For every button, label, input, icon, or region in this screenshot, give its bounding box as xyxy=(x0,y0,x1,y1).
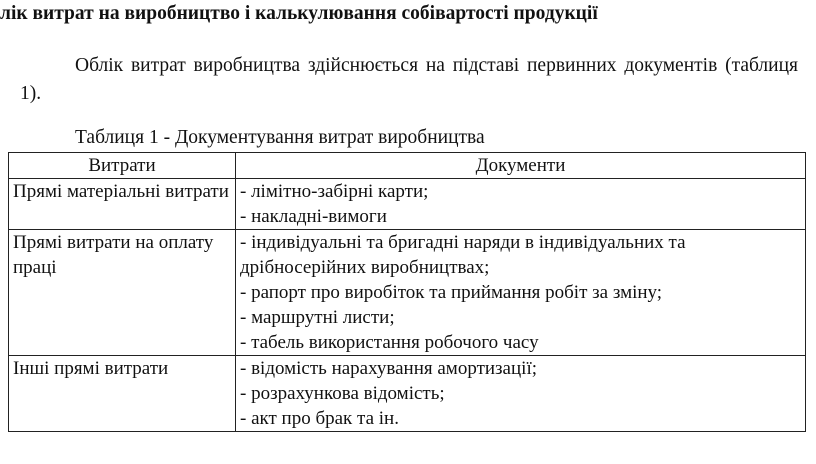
table-row xyxy=(9,179,806,230)
document-item: - рапорт про виробіток та приймання робіт за зміну; xyxy=(240,282,663,303)
document-item: - акт про брак та ін. xyxy=(240,408,399,429)
documents-cell xyxy=(236,179,806,230)
table-row xyxy=(9,230,806,356)
cost-cell: Інші прямі витрати xyxy=(9,356,236,432)
table-header-row xyxy=(9,153,806,179)
cost-cell: Прямі витрати на оплату праці xyxy=(9,230,236,356)
table-row xyxy=(9,356,806,432)
cost-cell: Прямі матеріальні витрати xyxy=(9,179,236,230)
document-item: - маршрутні листи; xyxy=(240,307,395,328)
header-documents: Документи xyxy=(236,153,806,179)
intro-paragraph: Облік витрат виробництва здійснюється на підставі первинних документів (таблиця 1). xyxy=(20,55,798,104)
documents-cell xyxy=(236,230,806,356)
document-item: - табель використання робочого часу xyxy=(240,332,539,353)
document-item: - лімітно-забірні карти; xyxy=(240,181,429,202)
section-heading: лік витрат на виробництво і калькулювання собівартості продукції xyxy=(0,3,598,24)
document-item: - відомість нарахування амортизації; xyxy=(240,358,537,379)
cost-documents-table xyxy=(8,152,806,432)
header-costs: Витрати xyxy=(9,153,236,179)
document-item: - індивідуальні та бригадні наряди в індивідуальних та дрібносерійних виробництвах; xyxy=(240,232,686,278)
document-item: - розрахункова відомість; xyxy=(240,383,445,404)
document-item: - накладні-вимоги xyxy=(240,206,387,227)
documents-cell xyxy=(236,356,806,432)
table-caption: Таблиця 1 - Документування витрат виробництва xyxy=(75,127,485,148)
